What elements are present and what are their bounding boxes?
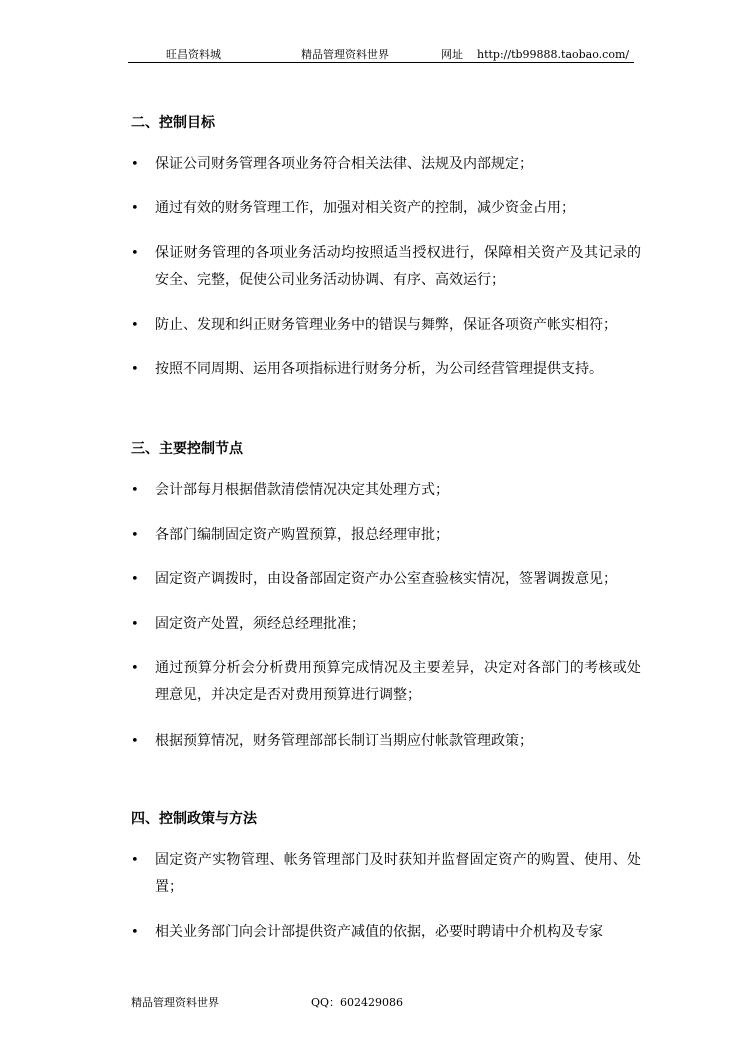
- list-item-text: 保证公司财务管理各项业务符合相关法律、法规及内部规定；: [155, 156, 533, 172]
- bullet-icon: •: [131, 362, 139, 377]
- footer-site-name: 精品管理资料世界: [131, 996, 219, 1009]
- list-item-text: 通过有效的财务管理工作，加强对相关资产的控制，减少资金占用；: [155, 200, 575, 216]
- bullet-icon: •: [131, 661, 139, 676]
- header-url: http://tb99888.taobao.com/: [477, 48, 630, 61]
- list-item-text: 通过预算分析会分析费用预算完成情况及主要差异，决定对各部门的考核或处理意见，并决定是否对费用预算进行调整；: [155, 660, 641, 703]
- bullet-icon: •: [131, 201, 139, 216]
- list-item-text: 固定资产实物管理、帐务管理部门及时获知并监督固定资产的购置、使用、处置；: [155, 852, 641, 895]
- page-header: [128, 46, 634, 63]
- header-url-label: 网址: [441, 48, 463, 61]
- bullet-icon: •: [131, 925, 139, 940]
- header-url-block: [441, 46, 629, 62]
- bullet-icon: •: [131, 572, 139, 587]
- section-title: 二、控制目标: [131, 115, 215, 131]
- list-item-text: 按照不同周期、运用各项指标进行财务分析，为公司经营管理提供支持。: [155, 361, 603, 377]
- list-item-text: 根据预算情况，财务管理部部长制订当期应付帐款管理政策；: [155, 733, 533, 749]
- section-title: 四、控制政策与方法: [131, 811, 257, 827]
- bullet-icon: •: [131, 318, 139, 333]
- bullet-icon: •: [131, 483, 139, 498]
- list-item-text: 各部门编制固定资产购置预算，报总经理审批；: [155, 527, 449, 543]
- list-item-text: 固定资产处置，须经总经理批准；: [155, 616, 365, 632]
- list-item-text: 相关业务部门向会计部提供资产减值的依据，必要时聘请中介机构及专家: [155, 924, 603, 940]
- section-title: 三、主要控制节点: [131, 441, 243, 457]
- bullet-icon: •: [131, 246, 139, 261]
- header-site-name: 精品管理资料世界: [301, 48, 389, 61]
- footer-qq: QQ：602429086: [311, 996, 404, 1009]
- header-shop-name: 旺昌资料城: [166, 48, 221, 61]
- list-item-text: 保证财务管理的各项业务活动均按照适当授权进行，保障相关资产及其记录的安全、完整，促使公司业务活动协调、有序、高效运行；: [155, 245, 641, 288]
- bullet-icon: •: [131, 617, 139, 632]
- bullet-icon: •: [131, 528, 139, 543]
- bullet-icon: •: [131, 157, 139, 172]
- list-item-text: 防止、发现和纠正财务管理业务中的错误与舞弊，保证各项资产帐实相符；: [155, 317, 617, 333]
- bullet-icon: •: [131, 853, 139, 868]
- list-item-text: 会计部每月根据借款清偿情况决定其处理方式；: [155, 482, 449, 498]
- page-footer: [131, 994, 404, 1010]
- list-item-text: 固定资产调拨时，由设备部固定资产办公室查验核实情况，签署调拨意见；: [155, 571, 617, 587]
- bullet-icon: •: [131, 734, 139, 749]
